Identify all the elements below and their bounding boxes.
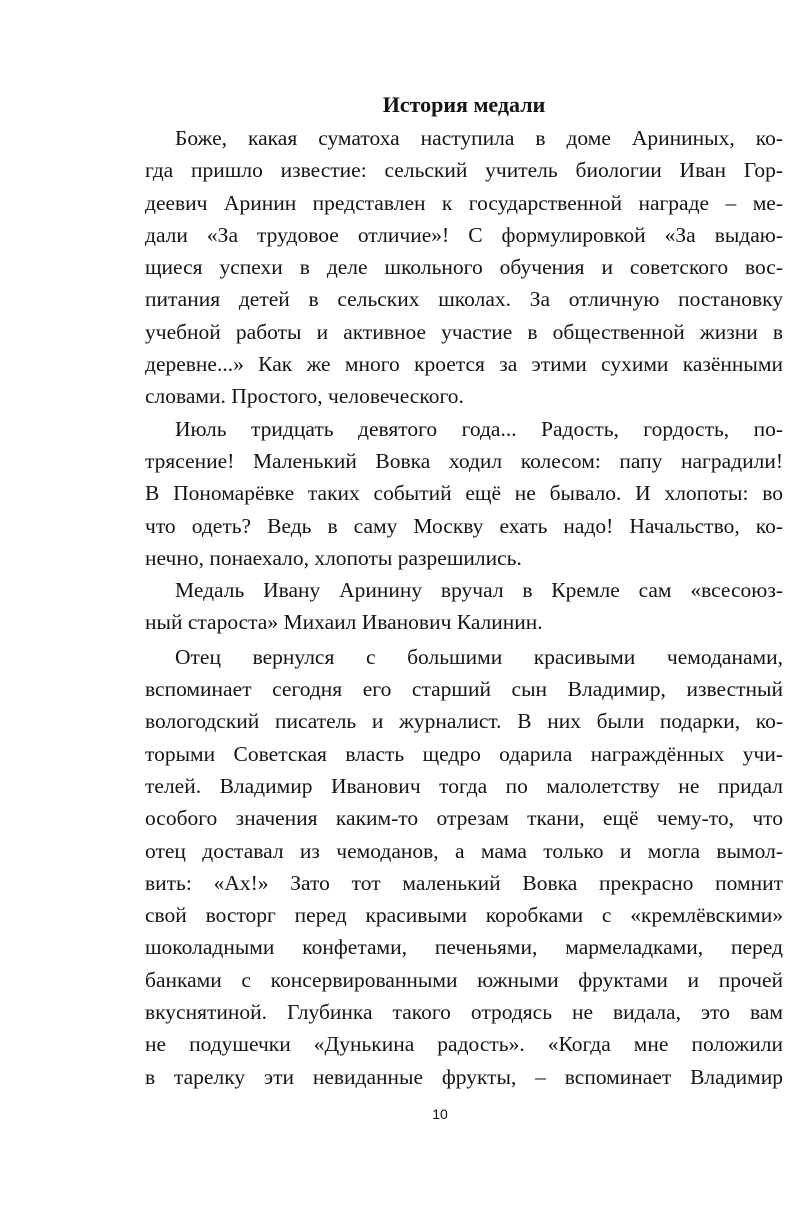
page-number: 10 — [432, 1106, 448, 1122]
text-line: щиеся успехи в деле школьного обучения и советского вос- — [145, 255, 783, 280]
text-line: деревне...» Как же много кроется за этими сухими казёнными — [145, 352, 783, 377]
text-line: Июль тридцать девятого года... Радость, гордость, по- — [175, 416, 783, 441]
text-line: вспоминает сегодня его старший сын Владимир, известный — [145, 677, 783, 702]
text-line: питания детей в сельских школах. За отличную постановку — [145, 287, 783, 312]
text-line: гда пришло известие: сельский учитель биологии Иван Гор- — [145, 158, 783, 183]
text-line: вологодский писатель и журналист. В них были подарки, ко- — [145, 709, 783, 734]
paragraph — [145, 574, 783, 639]
text-line: вкуснятиной. Глубинка такого отродясь не видала, это вам — [145, 1000, 783, 1025]
text-line: отец доставал из чемоданов, а мама только и могла вымол- — [145, 838, 783, 863]
text-line: что одеть? Ведь в саму Москву ехать надо! Начальство, ко- — [145, 513, 783, 538]
text-line: учебной работы и активное участие в общественной жизни в — [145, 319, 783, 344]
paragraph — [145, 641, 783, 1093]
paragraph — [145, 122, 783, 413]
text-line: свой восторг перед красивыми коробками с «кремлёвскими» — [145, 903, 783, 928]
text-line: Медаль Ивану Аринину вручал в Кремле сам «всесоюз- — [175, 578, 783, 603]
text-line: деевич Аринин представлен к государственной награде – ме- — [145, 190, 783, 215]
text-line: дали «За трудовое отличие»! С формулировкой «За выдаю- — [145, 222, 783, 247]
text-line: в тарелку эти невиданные фрукты, – вспоминает Владимир — [145, 1064, 783, 1089]
text-line: не подушечки «Дунькина радость». «Когда мне положили — [145, 1032, 783, 1057]
text-line: В Пономарёвке таких событий ещё не бывало. И хлопоты: во — [145, 481, 783, 506]
text-line: словами. Простого, человеческого. — [145, 384, 464, 409]
text-line: трясение! Маленький Вовка ходил колесом: папу наградили! — [145, 448, 783, 473]
text-line: шоколадными конфетами, печеньями, мармеладками, перед — [145, 935, 783, 960]
text-line: банками с консервированными южными фруктами и прочей — [145, 967, 783, 992]
text-line: телей. Владимир Иванович тогда по малолетству не придал — [145, 773, 783, 798]
text-line: Боже, какая суматоха наступила в доме Арининых, ко- — [175, 126, 783, 150]
text-line: особого значения каким-то отрезам ткани, ещё чему-то, что — [145, 806, 783, 831]
text-line: нечно, понаехало, хлопоты разрешились. — [145, 545, 522, 570]
text-line: Отец вернулся с большими красивыми чемоданами, — [175, 644, 783, 669]
chapter-title: История медали — [382, 92, 546, 117]
text-line: торыми Советская власть щедро одарила награждённых учи- — [145, 741, 783, 766]
text-line: вить: «Ах!» Зато тот маленький Вовка прекрасно помнит — [145, 870, 783, 895]
text-line: ный староста» Михаил Иванович Калинин. — [145, 610, 543, 635]
paragraph — [145, 413, 783, 574]
body-text — [145, 122, 783, 1093]
